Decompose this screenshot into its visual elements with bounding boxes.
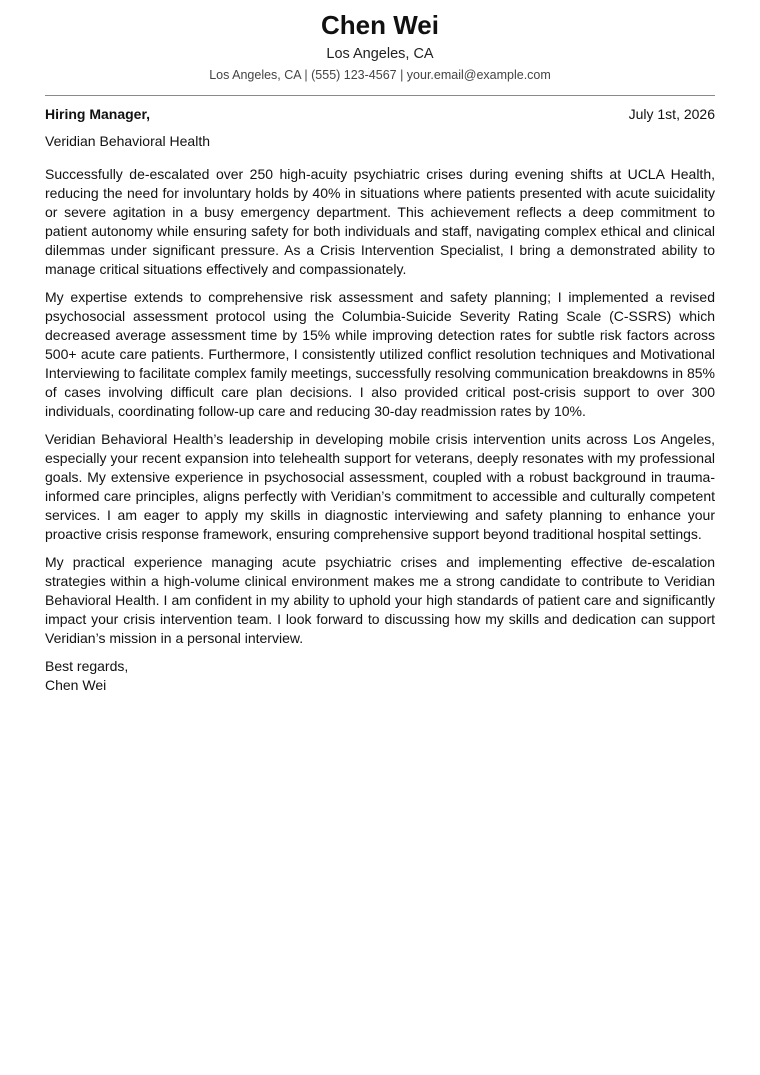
letter-header bbox=[45, 0, 715, 84]
body-paragraph-4: My practical experience managing acute psychiatric crises and implementing effective de-escalation strategies within a high-volume clinical environment makes me a strong candidate to contribute to Veridian Behavioral Health. I am confident in my ability to uphold your high standards of patient care and significantly impact your crisis intervention team. I look forward to discussing how my skills and dedication can support Veridian’s mission in a personal interview. bbox=[45, 554, 715, 646]
body-paragraph-1: Successfully de-escalated over 250 high-acuity psychiatric crises during evening shifts at UCLA Health, reducing the need for involuntary holds by 40% in situations where patients presented with acute suicidality or severe agitation in a busy emergency department. This achievement reflects a deep commitment to patient autonomy while ensuring safety for both individuals and staff, navigating complex ethical and clinical dilemmas under significant pressure. As a Crisis Intervention Specialist, I bring a demonstrated ability to manage critical situations effectively and compassionately. bbox=[45, 166, 715, 277]
letter-date: July 1st, 2026 bbox=[628, 106, 715, 122]
signature-name: Chen Wei bbox=[45, 677, 107, 693]
body-paragraph-3: Veridian Behavioral Health’s leadership in developing mobile crisis intervention units across Los Angeles, especially your recent expansion into telehealth support for veterans, deeply resonates with my professional goals. My extensive experience in psychosocial assessment, coupled with a robust background in trauma-informed care principles, aligns perfectly with Veridian’s commitment to accessible and culturally competent services. I am eager to apply my skills in diagnostic interviewing and safety planning to enhance your proactive crisis response framework, ensuring comprehensive support beyond traditional hospital settings. bbox=[45, 431, 715, 542]
recipient-company: Veridian Behavioral Health bbox=[45, 133, 210, 149]
sender-location: Los Angeles, CA bbox=[326, 46, 434, 62]
letter-body bbox=[45, 165, 715, 648]
closing-phrase: Best regards, bbox=[45, 658, 129, 674]
sender-name: Chen Wei bbox=[321, 10, 439, 40]
body-paragraph-2: My expertise extends to comprehensive risk assessment and safety planning; I implemented a revised psychosocial assessment protocol using the Columbia-Suicide Severity Rating Scale (C-SSRS) which decreased average assessment time by 15% while improving detection rates for subtle risk factors across 500+ acute care patients. Furthermore, I consistently utilized conflict resolution techniques and Motivational Interviewing to facilitate complex family meetings, successfully resolving communication breakdowns in 85% of cases involving difficult care plan decisions. I also provided critical post-crisis support to over 300 individuals, coordinating follow-up care and reducing 30-day readmission rates by 10%. bbox=[45, 289, 715, 419]
recipient-salutation: Hiring Manager, bbox=[45, 106, 151, 122]
sender-contact-line: Los Angeles, CA | (555) 123-4567 | your.email@example.com bbox=[209, 68, 551, 82]
letter-closing bbox=[45, 657, 715, 695]
recipient-date-row bbox=[45, 105, 715, 124]
header-divider bbox=[45, 95, 715, 96]
